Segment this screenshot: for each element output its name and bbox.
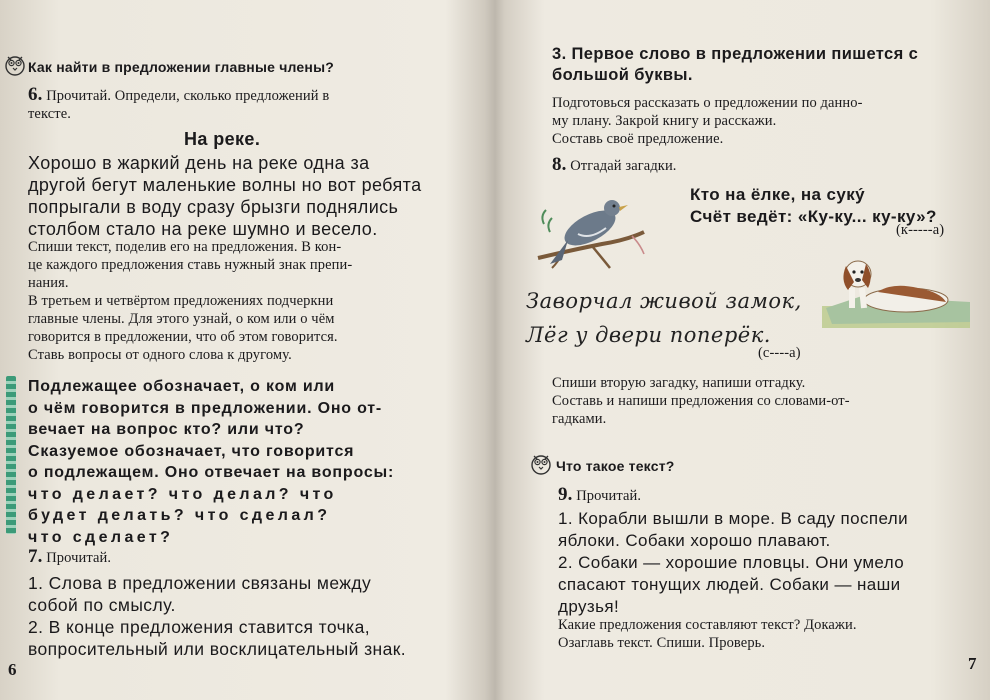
ex9-item-line: спасают тонущих людей. Собаки — наши [558,575,901,594]
rule-line: Сказуемое обозначает, что говорится [28,442,355,460]
prepare-text [552,94,863,148]
task-line: Спиши текст, поделив его на предложения. В кон- [28,239,342,255]
exercise-6 [28,86,329,123]
ex8-task-line: гадками. [552,411,607,427]
ex9-question-line: Какие предложения составляют текст? Докажи. [558,617,857,633]
task-line: говорится в предложении, что об этом говорится. [28,329,338,345]
cuckoo-illustration [532,188,650,274]
dog-illustration [822,252,970,328]
ex9-item-line: друзья! [558,597,620,616]
ex9-question-line: Озаглавь текст. Спиши. Проверь. [558,635,766,651]
prepare-line: Подготовься рассказать о предложении по данно- [552,95,863,111]
rule-box [28,376,394,548]
riddle-2-handwriting [526,284,802,352]
ex8-instruction: Отгадай загадки. [570,158,677,174]
rule-line: вечает на вопрос кто? или что? [28,421,305,438]
ex9-questions [558,616,857,652]
prepare-line: му плану. Закрой книгу и расскажи. [552,113,777,129]
prepare-line: Составь своё предложение. [552,131,724,147]
riddle2-answer: (с----а) [758,345,801,361]
rule3-line: 3. Первое слово в предложении пишется с [552,45,919,63]
riddle1-answer: (к-----а) [896,222,945,238]
ex9-number: 9. [558,484,573,505]
ex7-number: 7. [28,546,43,567]
exercise-7-header [28,548,111,567]
riddle1-line1: Кто на ёлке, на сукý [690,185,866,204]
exercise-8-header [552,156,677,175]
ex8-task-line: Составь и напиши предложения со словами-от- [552,393,850,409]
right-page [500,0,990,700]
section-title-what-is-text: Что такое текст? [556,458,675,474]
task-line: главные члены. Для этого узнай, о ком или о чём [28,311,335,327]
ex6-instruction-line1: Прочитай. Определи, сколько предложений в [46,88,330,104]
riddle2-line1: Заворчал живой замок, [526,289,802,313]
riddle2-line2: Лёг у двери поперёк. [526,323,771,347]
ex7-item-line: 1. Слова в предложении связаны между [28,573,372,593]
ex9-item-line: яблоки. Собаки хорошо плавают. [558,531,831,550]
story-line: Хорошо в жаркий день на реке одна за [28,153,370,173]
task-line: Ставь вопросы от одного слова к другому. [28,347,292,363]
story-line: другой бегут маленькие волны но вот ребята [28,175,422,195]
ex8-number: 8. [552,154,567,175]
story-line: попрыгали в воду сразу брызги поднялись [28,197,399,217]
ex9-instruction: Прочитай. [576,488,642,504]
owl-mascot-icon [4,52,26,76]
ex7-item-line: собой по смыслу. [28,595,176,615]
rule-3 [552,44,918,86]
ex6-task2 [28,292,338,364]
ex6-number: 6. [28,84,43,105]
left-page [0,0,480,700]
task-line: це каждого предложения ставь нужный знак препи- [28,257,353,273]
ex9-item-line: 1. Корабли вышли в море. В саду поспели [558,509,908,528]
rule-line: что делает? что делал? что [28,485,337,503]
ex9-items [558,508,908,618]
rule-border-ornament [6,376,16,534]
exercise-9-header [558,486,641,505]
ex7-item-line: 2. В конце предложения ставится точка, [28,617,370,637]
rule-line: что сделает? [28,528,174,546]
rule-line: о подлежащем. Оно отвечает на вопросы: [28,464,395,481]
ex7-instruction: Прочитай. [46,550,112,566]
ex8-task [552,374,850,428]
task-line: нания. [28,275,69,291]
rule-line: Подлежащее обозначает, о ком или [28,378,336,395]
rule-line: о чём говорится в предложении. Оно от- [28,399,383,417]
owl-mascot-icon [530,451,552,475]
page-number-right: 7 [968,654,977,673]
story-title: На реке. [184,129,261,149]
story-text [28,152,422,240]
ex7-items [28,572,406,660]
story-line: столбом стало на реке шумно и весело. [28,219,378,239]
rule-line: будет делать? что сделал? [28,507,331,524]
ex6-task1 [28,238,352,292]
task-line: В третьем и четвёртом предложениях подчеркни [28,293,334,309]
ex6-instruction-line2: тексте. [28,106,71,122]
riddle1-line2: Счёт ведёт: «Ку-ку... ку-ку»? [690,207,937,226]
ex9-item-line: 2. Собаки — хорошие пловцы. Они умело [558,553,905,572]
section-title-main-members: Как найти в предложении главные члены? [28,59,334,75]
ex7-item-line: вопросительный или восклицательный знак. [28,639,407,659]
rule3-line: большой буквы. [552,66,693,84]
page-number-left: 6 [8,660,17,679]
ex8-task-line: Спиши вторую загадку, напиши отгадку. [552,375,806,391]
